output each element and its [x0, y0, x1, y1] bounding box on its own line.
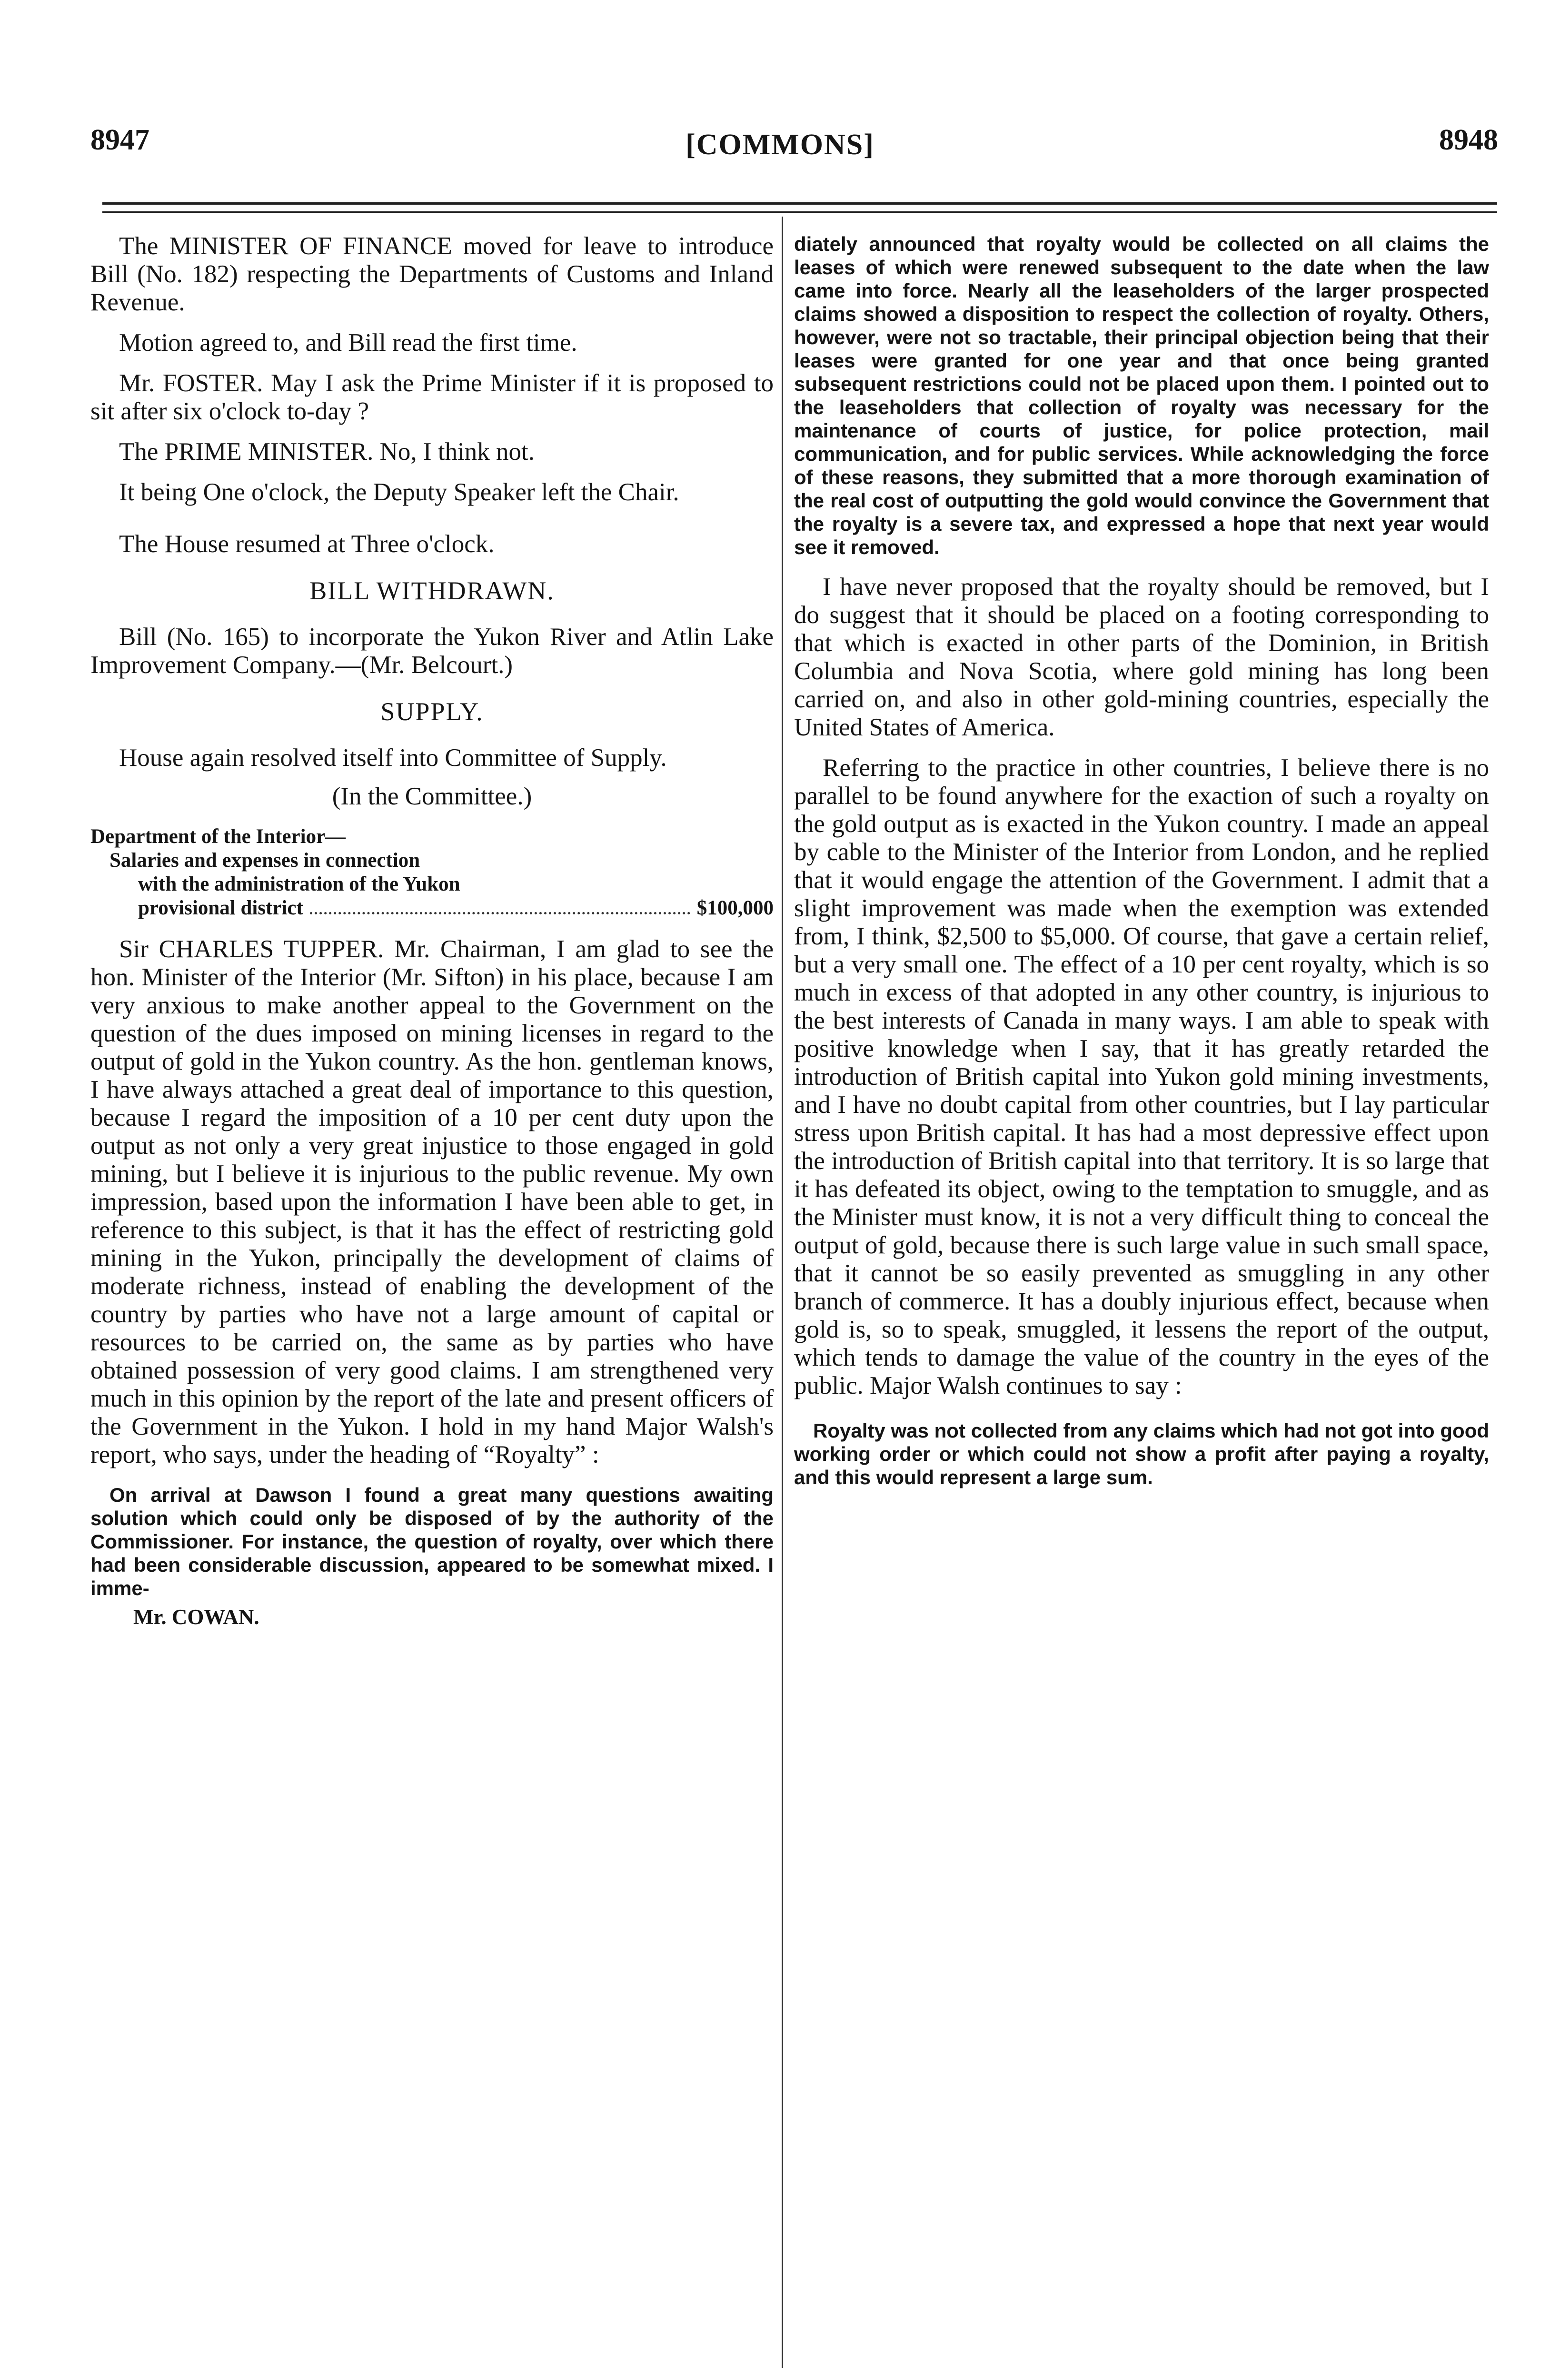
section-heading-bill-withdrawn: BILL WITHDRAWN.	[309, 576, 555, 605]
paragraph-committee-of-supply: House again resolved itself into Committee of Supply.	[119, 744, 667, 772]
quote-walsh-report	[90, 1483, 774, 1600]
quote-walsh-royalty	[794, 1419, 1489, 1489]
paragraph-other-countries: Referring to the practice in other countries, I believe there is no parallel to be found anywhere for the exaction of such a royalty on the gold output as is exacted in the Yukon country. I made an appeal by cable to the Minister of the Interior from London, and he replied that it would engage the attention of the Government. I admit that a slight improvement was made when the exemption was extended from, I think, $2,500 to $5,000. Of course, that gave a certain relief, but a very small one. The effect of a 10 per cent royalty, which is so much in excess of that adopted in any other country, is injurious to the best interests of Canada in many ways. I am able to speak with positive knowledge when I say, that it has greatly retarded the introduction of British capital into Yukon gold mining investments, and I have no doubt capital from other countries, but I lay particular stress upon British capital. It has had a most depressive effect upon the introduction of British capital into that territory. It is so large that it has defeated its object, owing to the temptation to smuggle, and as the Minister must know, it is not a very difficult thing to conceal the output of gold, because there is such large value in such small space, that it cannot be so easily prevented as smuggling in any other branch of commerce. It has a doubly injurious effect, because when gold is, so to speak, smuggled, it lessens the report of the output, which tends to damage the value of the country in the eyes of the public. Major Walsh continues to say :	[794, 754, 1489, 1399]
footer-speaker-name: Mr. COWAN.	[133, 1605, 259, 1629]
quote-walsh-continued: diately announced that royalty would be collected on all claims the leases of which were renewed subsequent to the date when the law came into force. Nearly all the leaseholders of the larger prospected claims showed a disposition to respect the collection of royalty. Others, however, were not so tractable, their principal objection being that their leases were granted for one year and that once being granted subsequent restrictions could not be placed upon them. I pointed out to the leaseholders that collection of royalty was necessary for the maintenance of courts of justice, for police protection, mail communication, and for public services. While acknowledging the force of these reasons, they submitted that a more thorough examination of the real cost of outputting the gold would convince the Government that the royalty is a severe tax, and expressed a hope that next year would see it removed.	[794, 233, 1489, 558]
column-divider	[782, 217, 783, 2368]
quote-walsh-royalty-text: Royalty was not collected from any claims which had not got into good working order or which could not show a profit after paying a royalty, and this would represent a large sum.	[794, 1419, 1489, 1488]
paragraph-bill-165: Bill (No. 165) to incorporate the Yukon River and Atlin Lake Improvement Company.—(Mr. Belcourt.)	[90, 623, 774, 679]
quote-walsh-text: On arrival at Dawson I found a great many questions awaiting solution which could only be disposed of by the authority of the Commissioner. For instance, the question of royalty, over which there had been considerable discussion, appeared to be somewhat mixed. I imme-	[90, 1484, 774, 1599]
running-header-title: [COMMONS]	[686, 129, 874, 161]
paragraph-in-committee: (In the Committee.)	[332, 783, 532, 810]
vote-description-3: provisional district	[138, 897, 303, 919]
vote-amount: $100,000	[696, 897, 774, 919]
vote-department: Department of the Interior—	[90, 825, 346, 848]
supply-vote-item	[90, 825, 774, 920]
paragraph-house-resumed: The House resumed at Three o'clock.	[119, 530, 495, 558]
left-column	[90, 232, 774, 1629]
vote-amount-line	[90, 896, 774, 920]
page-number-right: 8948	[1439, 124, 1498, 156]
page-number-left: 8947	[90, 124, 149, 156]
paragraph-royalty-footing: I have never proposed that the royalty should be removed, but I do suggest that it should be placed on a footing corresponding to that which is exacted in other parts of the Dominion, in British Columbia and Nova Scotia, where gold mining has long been carried on, and also in other gold-mining countries, especially the United States of America.	[794, 573, 1489, 741]
paragraph-bill-introduction: The MINISTER OF FINANCE moved for leave to introduce Bill (No. 182) respecting the Departments of Customs and Inland Revenue.	[90, 232, 774, 316]
paragraph-tupper-speech: Sir CHARLES TUPPER. Mr. Chairman, I am glad to see the hon. Minister of the Interior (Mr. Sifton) in his place, because I am very anxious to make another appeal to the Government on the question of the dues imposed on mining licenses in regard to the output of gold in the Yukon country. As the hon. gentleman knows, I have always attached a great deal of importance to this question, because I regard the imposition of a 10 per cent duty upon the output as not only a very great injustice to those engaged in gold mining, but I believe it is injurious to the public revenue. My own impression, based upon the information I have been able to get, in reference to this subject, is that it has the effect of restricting gold mining in the Yukon, principally the development of claims of moderate richness, instead of enabling the development of the country by parties who have not a large amount of capital or resources to be carried on, the same as by parties who have obtained possession of very good claims. I am strengthened very much in this opinion by the report of the late and present officers of the Government in the Yukon. I hold in my hand Major Walsh's report, who says, under the heading of “Royalty” :	[90, 935, 774, 1468]
paragraph-one-oclock: It being One o'clock, the Deputy Speaker left the Chair.	[119, 478, 679, 506]
right-column	[794, 232, 1489, 1489]
vote-description-2: with the administration of the Yukon	[138, 873, 460, 895]
header-rule-bottom	[102, 211, 1497, 213]
section-heading-supply: SUPPLY.	[380, 697, 484, 726]
header-rule-top	[102, 202, 1497, 205]
vote-description-1: Salaries and expenses in connection	[109, 849, 420, 872]
dot-leaders	[310, 896, 690, 914]
paragraph-foster-question: Mr. FOSTER. May I ask the Prime Minister if it is proposed to sit after six o'clock to-day ?	[90, 369, 774, 425]
paragraph-prime-minister-reply: The PRIME MINISTER. No, I think not.	[119, 438, 535, 466]
paragraph-motion-agreed: Motion agreed to, and Bill read the first time.	[119, 329, 577, 357]
